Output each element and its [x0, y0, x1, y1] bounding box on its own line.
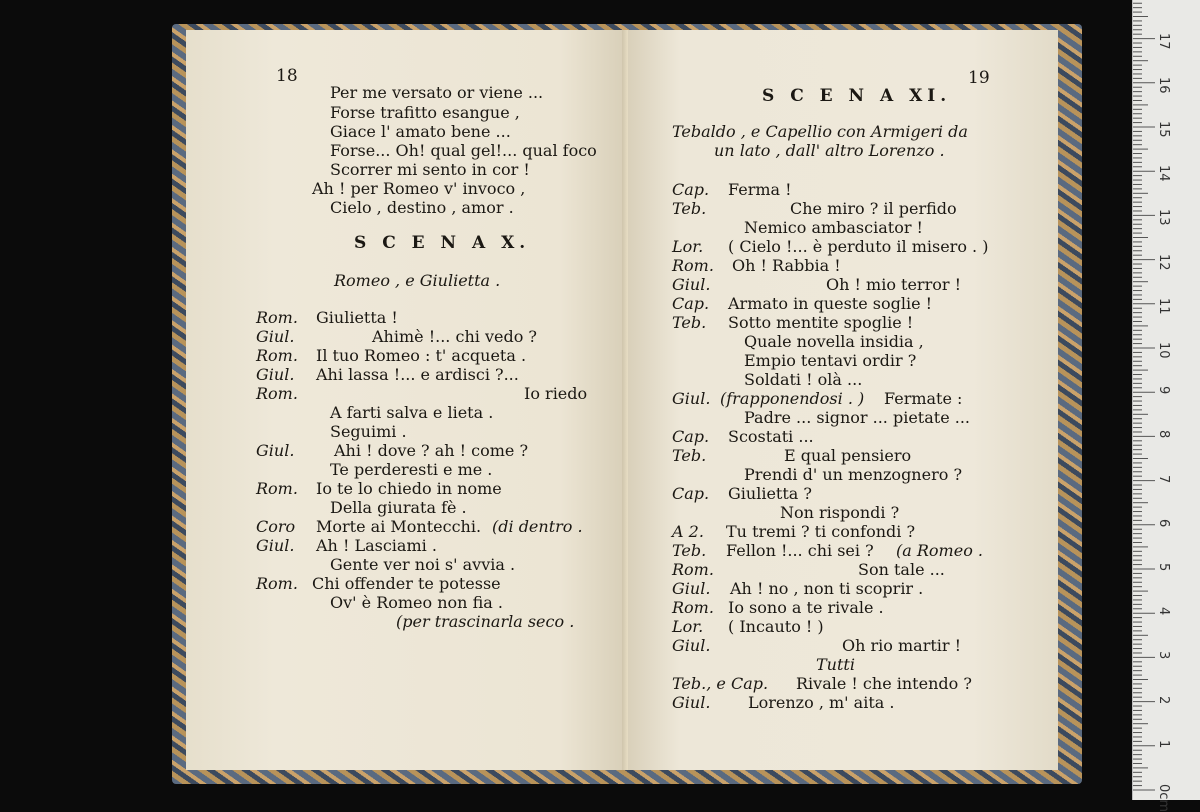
- dialogue-line: Oh rio martir !: [842, 636, 962, 655]
- ruler-number: 6: [1156, 518, 1171, 528]
- ruler-number: 3: [1156, 651, 1171, 660]
- dialogue-line: Oh ! mio terror !: [826, 275, 962, 294]
- speaker: Cap.: [672, 427, 710, 446]
- dialogue-line: Chi offender te potesse: [312, 574, 501, 593]
- dialogue-line: Seguimi .: [330, 422, 407, 441]
- dialogue-line: Ahimè !... chi vedo ?: [372, 327, 537, 346]
- speaker: Rom.: [256, 346, 298, 365]
- speaker: Teb.: [672, 541, 707, 560]
- ruler-number: 12: [1156, 253, 1171, 271]
- verse-line: Cielo , destino , amor .: [330, 198, 514, 217]
- verse-line: Scorrer mi sento in cor !: [330, 160, 530, 179]
- dialogue-line: A farti salva e lieta .: [330, 403, 494, 422]
- speaker: Teb.: [672, 199, 707, 218]
- dialogue-line: Io te lo chiedo in nome: [316, 479, 502, 498]
- dialogue-line: Empio tentavi ordir ?: [744, 351, 917, 370]
- ruler-number: 4: [1156, 607, 1171, 616]
- scene-cast: Romeo , e Giulietta .: [334, 271, 501, 290]
- dialogue-line: Gente ver noi s' avvia .: [330, 555, 516, 574]
- ruler-number: 5: [1156, 563, 1171, 572]
- verse-line: Forse... Oh! qual gel!... qual foco: [330, 141, 597, 160]
- dialogue-line: Non rispondi ?: [780, 503, 900, 522]
- speaker: Giul.: [672, 693, 711, 712]
- dialogue-line: Armato in queste soglie !: [728, 294, 933, 313]
- dialogue-line: Prendi d' un menzognero ?: [744, 465, 963, 484]
- ruler-number: 8: [1156, 430, 1171, 439]
- right-page: [628, 30, 1058, 770]
- dialogue-line: ( Cielo !... è perduto il misero . ): [728, 237, 989, 256]
- scene-title: S C E N A XI.: [762, 86, 952, 106]
- dialogue-line: ( Incauto ! ): [728, 617, 824, 636]
- dialogue-line: Ferma !: [728, 180, 792, 199]
- speaker: Giul.: [256, 365, 295, 384]
- dialogue-line: Oh ! Rabbia !: [732, 256, 841, 275]
- dialogue-line: Che miro ? il perfido: [790, 199, 957, 218]
- speaker: Giul.: [672, 579, 711, 598]
- scene-cast: Tebaldo , e Capellio con Armigeri da: [672, 122, 968, 141]
- verse-line: Per me versato or viene ...: [330, 83, 544, 102]
- dialogue-line: Sotto mentite spoglie !: [728, 313, 914, 332]
- dialogue-line: E qual pensiero: [784, 446, 912, 465]
- dialogue-line: Giulietta !: [316, 308, 398, 327]
- speaker: Rom.: [672, 256, 714, 275]
- ruler-number: 14: [1156, 165, 1171, 182]
- speaker: Lor.: [672, 237, 704, 256]
- ruler-number: 10: [1156, 342, 1171, 359]
- speaker: Cap.: [672, 294, 710, 313]
- dialogue-line: Soldati ! olà ...: [744, 370, 863, 389]
- ruler-number: 0cm: [1156, 784, 1171, 812]
- speaker: Teb.: [672, 446, 707, 465]
- ruler-number: 1: [1156, 739, 1171, 749]
- speaker: Coro: [256, 517, 296, 536]
- stage-direction: (per trascinarla seco .: [396, 612, 575, 631]
- ruler-number: 11: [1156, 297, 1171, 315]
- dialogue-line: Rivale ! che intendo ?: [796, 674, 972, 693]
- dialogue-line: Ah ! Lasciami .: [316, 536, 437, 555]
- dialogue-line: Quale novella insidia ,: [744, 332, 924, 351]
- dialogue-line: Morte ai Montecchi.: [316, 517, 482, 536]
- dialogue-line: Nemico ambasciator !: [744, 218, 923, 237]
- speaker: Lor.: [672, 617, 704, 636]
- stage-direction: Tutti: [816, 655, 855, 674]
- scene-title: S C E N A X.: [354, 233, 531, 253]
- dialogue-line: Io sono a te rivale .: [728, 598, 884, 617]
- ruler-number: 16: [1156, 76, 1171, 94]
- verse-line: Forse trafitto esangue ,: [330, 103, 520, 122]
- speaker: Rom.: [256, 479, 298, 498]
- stage-direction: (di dentro .: [492, 517, 583, 536]
- dialogue-line: Della giurata fè .: [330, 498, 467, 517]
- speaker: Giul.: [672, 636, 711, 655]
- ruler-number: 7: [1156, 474, 1171, 483]
- stage-direction: (frapponendosi . ): [720, 389, 865, 408]
- speaker: Teb., e Cap.: [672, 674, 769, 693]
- speaker: Cap.: [672, 484, 710, 503]
- left-page: [186, 30, 626, 770]
- speaker: Rom.: [256, 384, 298, 403]
- ruler-number: 2: [1156, 695, 1171, 704]
- dialogue-line: Padre ... signor ... pietate ...: [744, 408, 970, 427]
- scene-cast: un lato , dall' altro Lorenzo .: [714, 141, 945, 160]
- dialogue-line: Io riedo: [524, 384, 588, 403]
- dialogue-line: Te perderesti e me .: [330, 460, 493, 479]
- ruler-number: 15: [1156, 121, 1171, 138]
- speaker: Giul.: [256, 327, 295, 346]
- ruler-number: 13: [1156, 209, 1171, 226]
- speaker: Giul.: [672, 389, 711, 408]
- dialogue-line: Scostati ...: [728, 427, 814, 446]
- stage-direction: (a Romeo .: [896, 541, 983, 560]
- dialogue-line: Ah ! no , non ti scoprir .: [730, 579, 924, 598]
- ruler-number: 17: [1156, 32, 1171, 50]
- ruler-ticks: [1133, 0, 1200, 800]
- speaker: Rom.: [256, 308, 298, 327]
- speaker: Teb.: [672, 313, 707, 332]
- dialogue-line: Il tuo Romeo : t' acqueta .: [316, 346, 527, 365]
- dialogue-line: Tu tremi ? ti confondi ?: [726, 522, 916, 541]
- speaker: Giul.: [256, 536, 295, 555]
- verse-line: Ah ! per Romeo v' invoco ,: [312, 179, 526, 198]
- dialogue-line: Fellon !... chi sei ?: [726, 541, 874, 560]
- measuring-ruler: [1132, 0, 1200, 812]
- speaker: Giul.: [256, 441, 295, 460]
- speaker: Rom.: [672, 560, 714, 579]
- speaker: Cap.: [672, 180, 710, 199]
- speaker: A 2.: [672, 522, 704, 541]
- dialogue-line: Ahi lassa !... e ardisci ?...: [316, 365, 519, 384]
- dialogue-line: Giulietta ?: [728, 484, 812, 503]
- speaker: Giul.: [672, 275, 711, 294]
- verse-line: Giace l' amato bene ...: [330, 122, 511, 141]
- page-number: 19: [968, 68, 990, 88]
- speaker: Rom.: [672, 598, 714, 617]
- page-number: 18: [276, 66, 298, 86]
- dialogue-line: Fermate :: [884, 389, 963, 408]
- dialogue-line: Lorenzo , m' aita .: [748, 693, 895, 712]
- dialogue-line: Son tale ...: [858, 560, 945, 579]
- dialogue-line: Ahi ! dove ? ah ! come ?: [334, 441, 529, 460]
- speaker: Rom.: [256, 574, 298, 593]
- dialogue-line: Ov' è Romeo non fia .: [330, 593, 503, 612]
- ruler-number: 9: [1156, 386, 1171, 395]
